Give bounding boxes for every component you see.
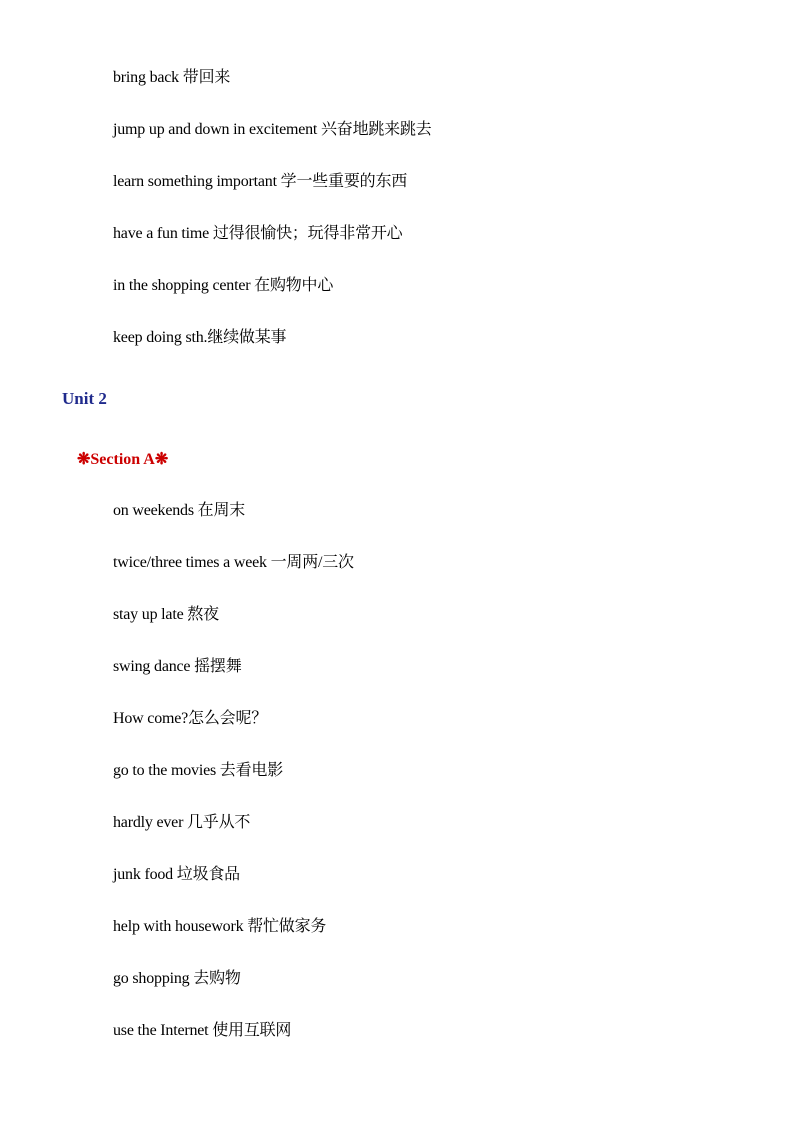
- phrase-item: go to the movies 去看电影: [113, 762, 284, 779]
- phrase-item: hardly ever 几乎从不: [113, 814, 251, 831]
- phrase-item: How come?怎么会呢？: [113, 710, 268, 727]
- phrase-item: stay up late 熬夜: [113, 606, 219, 623]
- phrase-item: help with housework 帮忙做家务: [113, 918, 327, 935]
- phrase-item: junk food 垃圾食品: [113, 866, 240, 883]
- phrase-item: jump up and down in excitement 兴奋地跳来跳去: [113, 121, 432, 138]
- phrase-item: keep doing sth.继续做某事: [113, 329, 287, 346]
- phrase-item: swing dance 摇摆舞: [113, 658, 242, 675]
- unit-heading: Unit 2: [62, 389, 107, 408]
- phrase-item: use the Internet 使用互联网: [113, 1022, 292, 1039]
- phrase-item: on weekends 在周末: [113, 502, 246, 519]
- phrase-item: in the shopping center 在购物中心: [113, 277, 334, 294]
- section-heading: ❋Section A❋: [77, 451, 169, 468]
- phrase-item: bring back 带回来: [113, 69, 231, 86]
- phrase-item: have a fun time 过得很愉快；玩得非常开心: [113, 225, 403, 242]
- phrase-item: learn something important 学一些重要的东西: [113, 173, 408, 190]
- phrase-item: go shopping 去购物: [113, 970, 241, 987]
- phrase-item: twice/three times a week 一周两/三次: [113, 554, 354, 571]
